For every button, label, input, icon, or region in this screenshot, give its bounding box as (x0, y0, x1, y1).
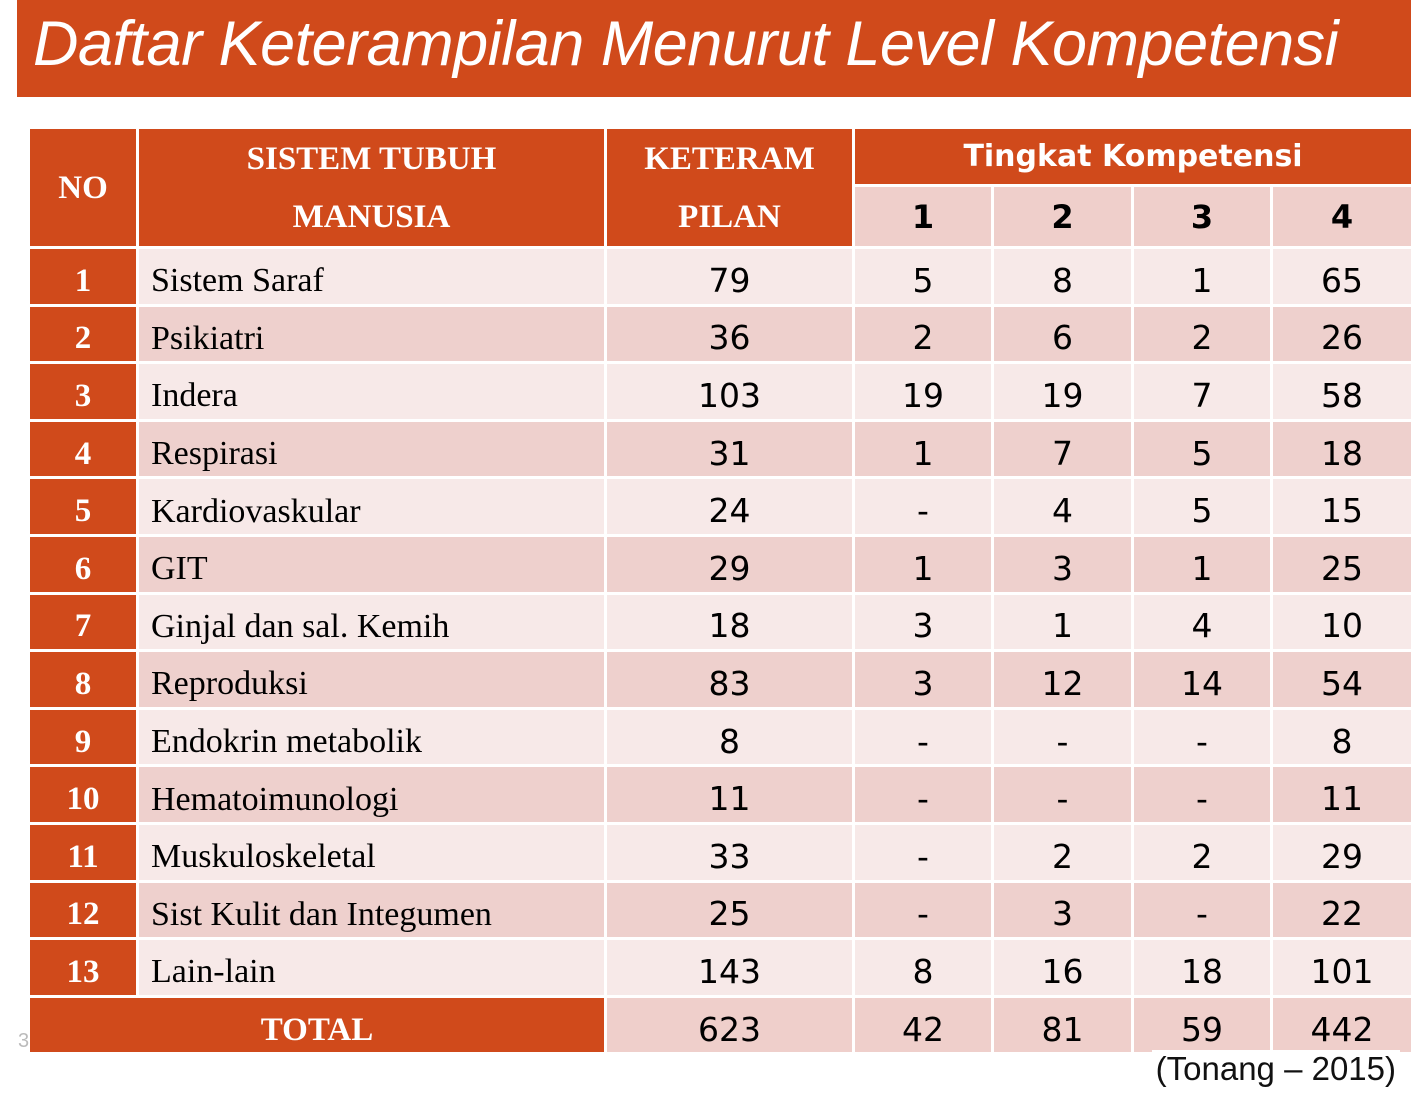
row-level-1: 3 (854, 651, 993, 709)
row-level-1: 3 (854, 593, 993, 651)
header-system-line1: SISTEM TUBUH (246, 140, 497, 177)
header-level-1: 1 (854, 186, 993, 248)
table-row (29, 823, 1413, 881)
table-row (29, 363, 1413, 421)
row-no: 13 (29, 939, 138, 997)
row-skills: 11 (606, 766, 854, 824)
row-level-2: 16 (993, 939, 1133, 997)
row-system: Respirasi (138, 420, 606, 478)
row-system: Lain-lain (138, 939, 606, 997)
row-level-3: - (1133, 708, 1272, 766)
header-level-3: 3 (1133, 186, 1272, 248)
row-level-4: 25 (1272, 535, 1413, 593)
table-row (29, 939, 1413, 997)
row-system: Sistem Saraf (138, 248, 606, 306)
row-skills: 36 (606, 305, 854, 363)
row-system: Reproduksi (138, 651, 606, 709)
header-no: NO (29, 128, 138, 248)
header-level-4: 4 (1272, 186, 1413, 248)
total-row (29, 996, 1413, 1054)
row-level-2: 4 (993, 478, 1133, 536)
slide-number: 3 (18, 1030, 30, 1052)
row-level-2: - (993, 766, 1133, 824)
row-level-4: 58 (1272, 363, 1413, 421)
table-row (29, 420, 1413, 478)
row-system: Psikiatri (138, 305, 606, 363)
table-row (29, 881, 1413, 939)
row-level-4: 15 (1272, 478, 1413, 536)
row-level-4: 22 (1272, 881, 1413, 939)
row-no: 3 (29, 363, 138, 421)
table-row (29, 248, 1413, 306)
header-system-line2: MANUSIA (292, 198, 451, 235)
row-no: 8 (29, 651, 138, 709)
row-level-2: 7 (993, 420, 1133, 478)
row-system: Muskuloskeletal (138, 823, 606, 881)
row-skills: 24 (606, 478, 854, 536)
total-skills: 623 (606, 996, 854, 1054)
title-bar (17, 0, 1411, 97)
source-citation: (Tonang – 2015) (1152, 1050, 1400, 1088)
row-level-1: - (854, 766, 993, 824)
table-row (29, 535, 1413, 593)
header-system (138, 128, 606, 248)
header-competency: Tingkat Kompetensi (854, 128, 1413, 186)
table-row (29, 305, 1413, 363)
row-level-3: 2 (1133, 823, 1272, 881)
row-skills: 103 (606, 363, 854, 421)
total-level-3: 59 (1133, 996, 1272, 1054)
total-label: TOTAL (29, 996, 606, 1054)
row-level-1: 1 (854, 420, 993, 478)
row-skills: 29 (606, 535, 854, 593)
row-level-3: - (1133, 881, 1272, 939)
row-level-3: 14 (1133, 651, 1272, 709)
row-level-1: 19 (854, 363, 993, 421)
total-level-4: 442 (1272, 996, 1413, 1054)
row-level-2: 8 (993, 248, 1133, 306)
row-level-3: 2 (1133, 305, 1272, 363)
row-level-4: 8 (1272, 708, 1413, 766)
row-level-2: 19 (993, 363, 1133, 421)
row-skills: 18 (606, 593, 854, 651)
header-skills (606, 128, 854, 248)
row-skills: 143 (606, 939, 854, 997)
table-row (29, 478, 1413, 536)
table-row (29, 651, 1413, 709)
row-level-1: 1 (854, 535, 993, 593)
row-level-1: - (854, 823, 993, 881)
row-no: 2 (29, 305, 138, 363)
row-system: Endokrin metabolik (138, 708, 606, 766)
row-skills: 33 (606, 823, 854, 881)
row-level-3: - (1133, 766, 1272, 824)
row-level-1: - (854, 881, 993, 939)
row-skills: 8 (606, 708, 854, 766)
row-level-3: 5 (1133, 420, 1272, 478)
row-no: 1 (29, 248, 138, 306)
row-level-4: 11 (1272, 766, 1413, 824)
header-level-2: 2 (993, 186, 1133, 248)
row-skills: 31 (606, 420, 854, 478)
page-title: Daftar Keterampilan Menurut Level Kompetensi (33, 9, 1339, 79)
row-skills: 25 (606, 881, 854, 939)
row-skills: 83 (606, 651, 854, 709)
row-no: 12 (29, 881, 138, 939)
row-level-2: 3 (993, 881, 1133, 939)
row-level-4: 65 (1272, 248, 1413, 306)
row-no: 5 (29, 478, 138, 536)
row-no: 4 (29, 420, 138, 478)
row-level-2: 1 (993, 593, 1133, 651)
row-no: 10 (29, 766, 138, 824)
row-level-4: 26 (1272, 305, 1413, 363)
row-level-3: 5 (1133, 478, 1272, 536)
row-level-1: 2 (854, 305, 993, 363)
row-system: Indera (138, 363, 606, 421)
row-level-3: 1 (1133, 535, 1272, 593)
row-level-4: 18 (1272, 420, 1413, 478)
row-skills: 79 (606, 248, 854, 306)
header-skills-line1: KETERAM (644, 140, 815, 177)
row-level-3: 18 (1133, 939, 1272, 997)
table-row (29, 593, 1413, 651)
row-level-4: 29 (1272, 823, 1413, 881)
row-level-2: 3 (993, 535, 1133, 593)
row-level-1: 5 (854, 248, 993, 306)
row-system: Hematoimunologi (138, 766, 606, 824)
row-level-4: 54 (1272, 651, 1413, 709)
row-level-1: 8 (854, 939, 993, 997)
row-level-2: 2 (993, 823, 1133, 881)
total-level-1: 42 (854, 996, 993, 1054)
row-level-2: - (993, 708, 1133, 766)
row-no: 6 (29, 535, 138, 593)
row-level-3: 4 (1133, 593, 1272, 651)
row-system: Sist Kulit dan Integumen (138, 881, 606, 939)
total-level-2: 81 (993, 996, 1133, 1054)
row-level-1: - (854, 478, 993, 536)
row-level-3: 7 (1133, 363, 1272, 421)
row-system: Kardiovaskular (138, 478, 606, 536)
table-row (29, 708, 1413, 766)
competency-table (27, 126, 1414, 1055)
row-level-4: 10 (1272, 593, 1413, 651)
row-no: 7 (29, 593, 138, 651)
row-system: Ginjal dan sal. Kemih (138, 593, 606, 651)
row-level-3: 1 (1133, 248, 1272, 306)
row-level-2: 12 (993, 651, 1133, 709)
row-level-2: 6 (993, 305, 1133, 363)
row-level-1: - (854, 708, 993, 766)
row-no: 11 (29, 823, 138, 881)
row-level-4: 101 (1272, 939, 1413, 997)
row-system: GIT (138, 535, 606, 593)
header-skills-line2: PILAN (678, 198, 781, 235)
table-row (29, 766, 1413, 824)
row-no: 9 (29, 708, 138, 766)
